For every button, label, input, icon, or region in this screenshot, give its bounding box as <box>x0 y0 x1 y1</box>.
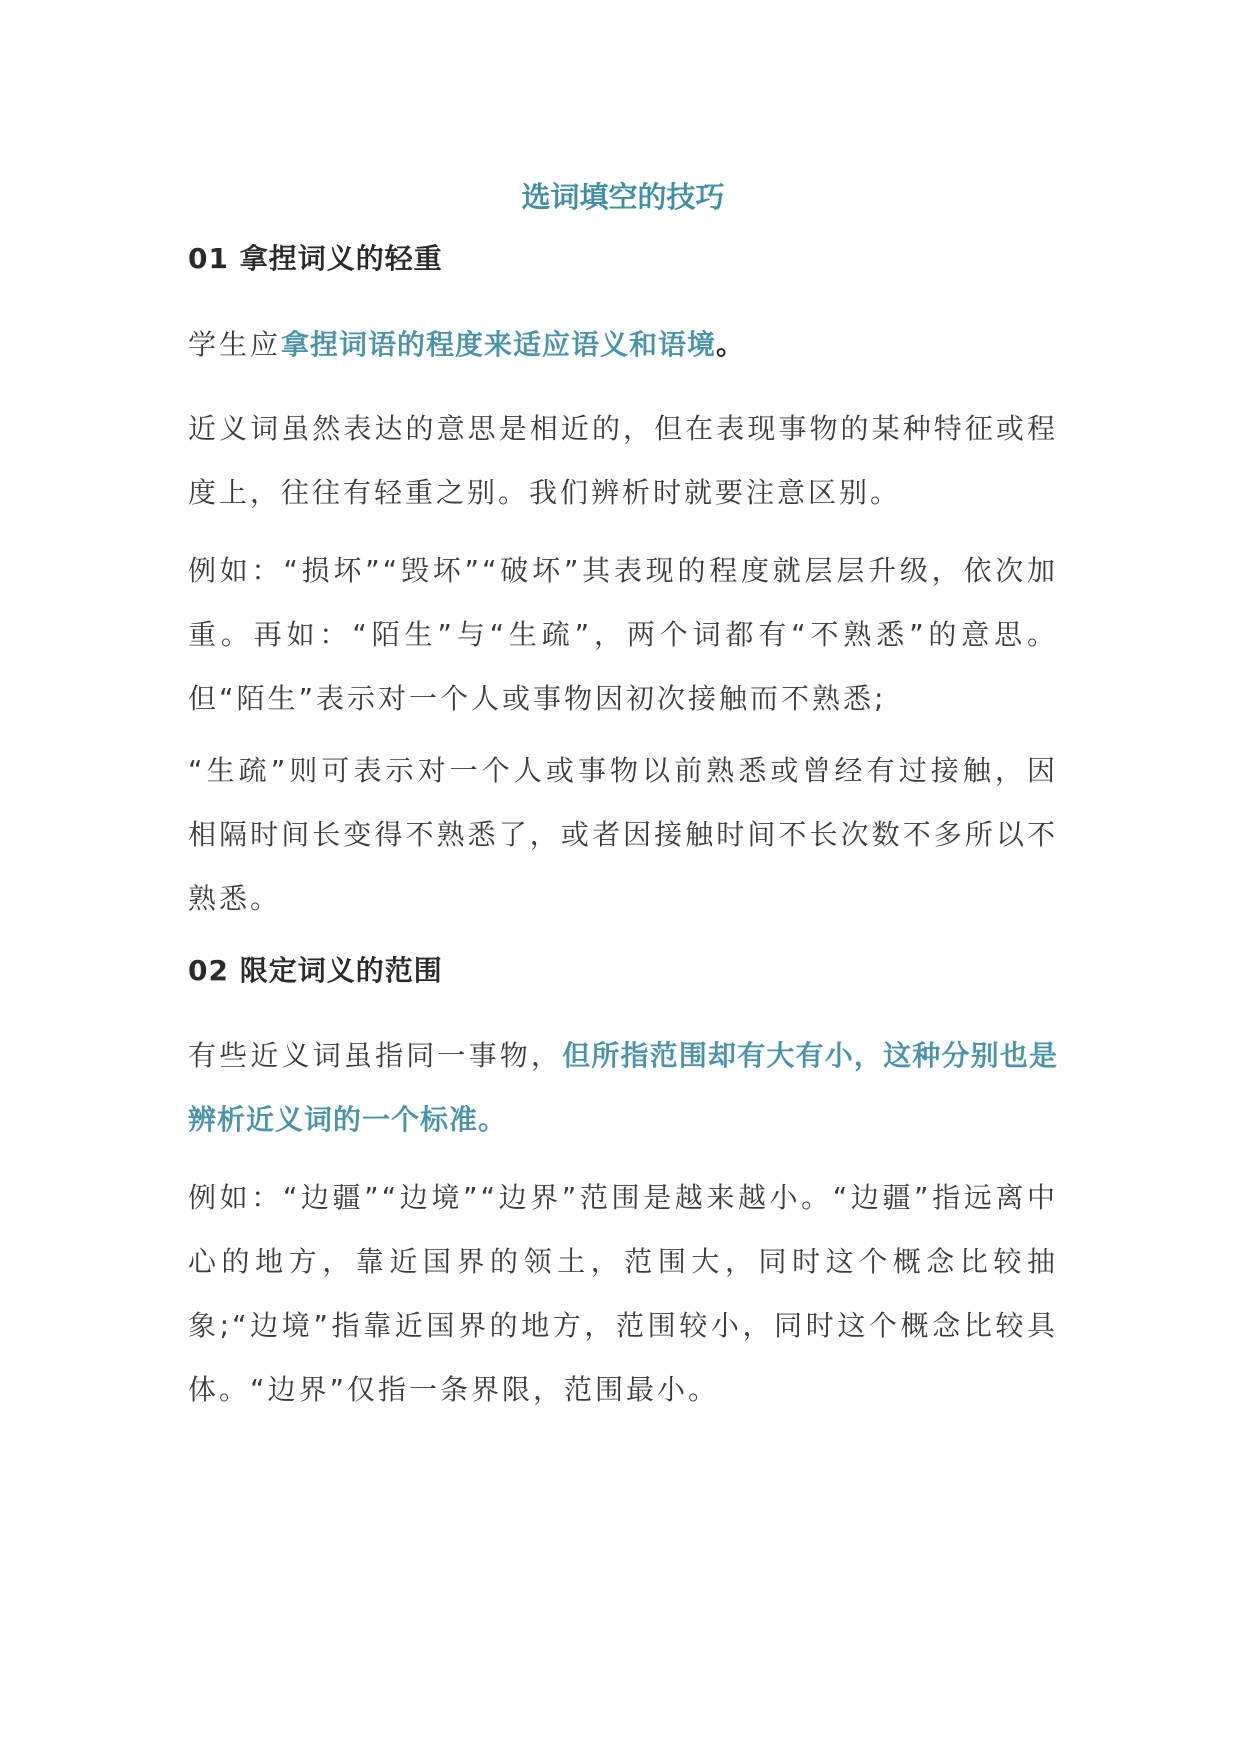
lead-plain-text: 学生应 <box>188 328 282 361</box>
section-01-paragraph-2: 例如：“损坏”“毁坏”“破坏”其表现的程度就层层升级，依次加重。再如：“陌生”与“生疏”，两个词都有“不熟悉”的意思。但“陌生”表示对一个人或事物因初次接触而不熟悉; <box>188 554 1058 715</box>
lead-plain-text: 有些近义词虽指同一事物， <box>188 1039 563 1072</box>
document-title: 选词填空的技巧 <box>521 180 725 214</box>
lead-highlight-text: 拿捏词语的程度来适应语义和语境 <box>281 328 717 361</box>
section-01-paragraph-3: “生疏”则可表示对一个人或事物以前熟悉或曾经有过接触，因相隔时间长变得不熟悉了，或者因接触时间不长次数不多所以不熟悉。 <box>188 754 1058 915</box>
section-heading-02: 02 限定词义的范围 <box>188 954 443 987</box>
lead-end-punct: 。 <box>716 328 748 361</box>
section-01-lead <box>188 313 1058 377</box>
section-01-paragraph-1: 近义词虽然表达的意思是相近的，但在表现事物的某种特征或程度上，往往有轻重之别。我们辨析时就要注意区别。 <box>188 412 1058 509</box>
section-heading-01: 01 拿捏词义的轻重 <box>188 242 443 275</box>
section-02-lead <box>188 1024 1058 1152</box>
section-02-paragraph-1: 例如：“边疆”“边境”“边界”范围是越来越小。“边疆”指远离中心的地方，靠近国界的领土，范围大，同时这个概念比较抽象;“边境”指靠近国界的地方，范围较小，同时这个概念比较具体。“边界”仅指一条界限，范围最小。 <box>188 1181 1058 1406</box>
lead-highlight-text: 但所指范围却有大有小，这种分别也是辨析近义词的一个标准。 <box>188 1039 1058 1136</box>
